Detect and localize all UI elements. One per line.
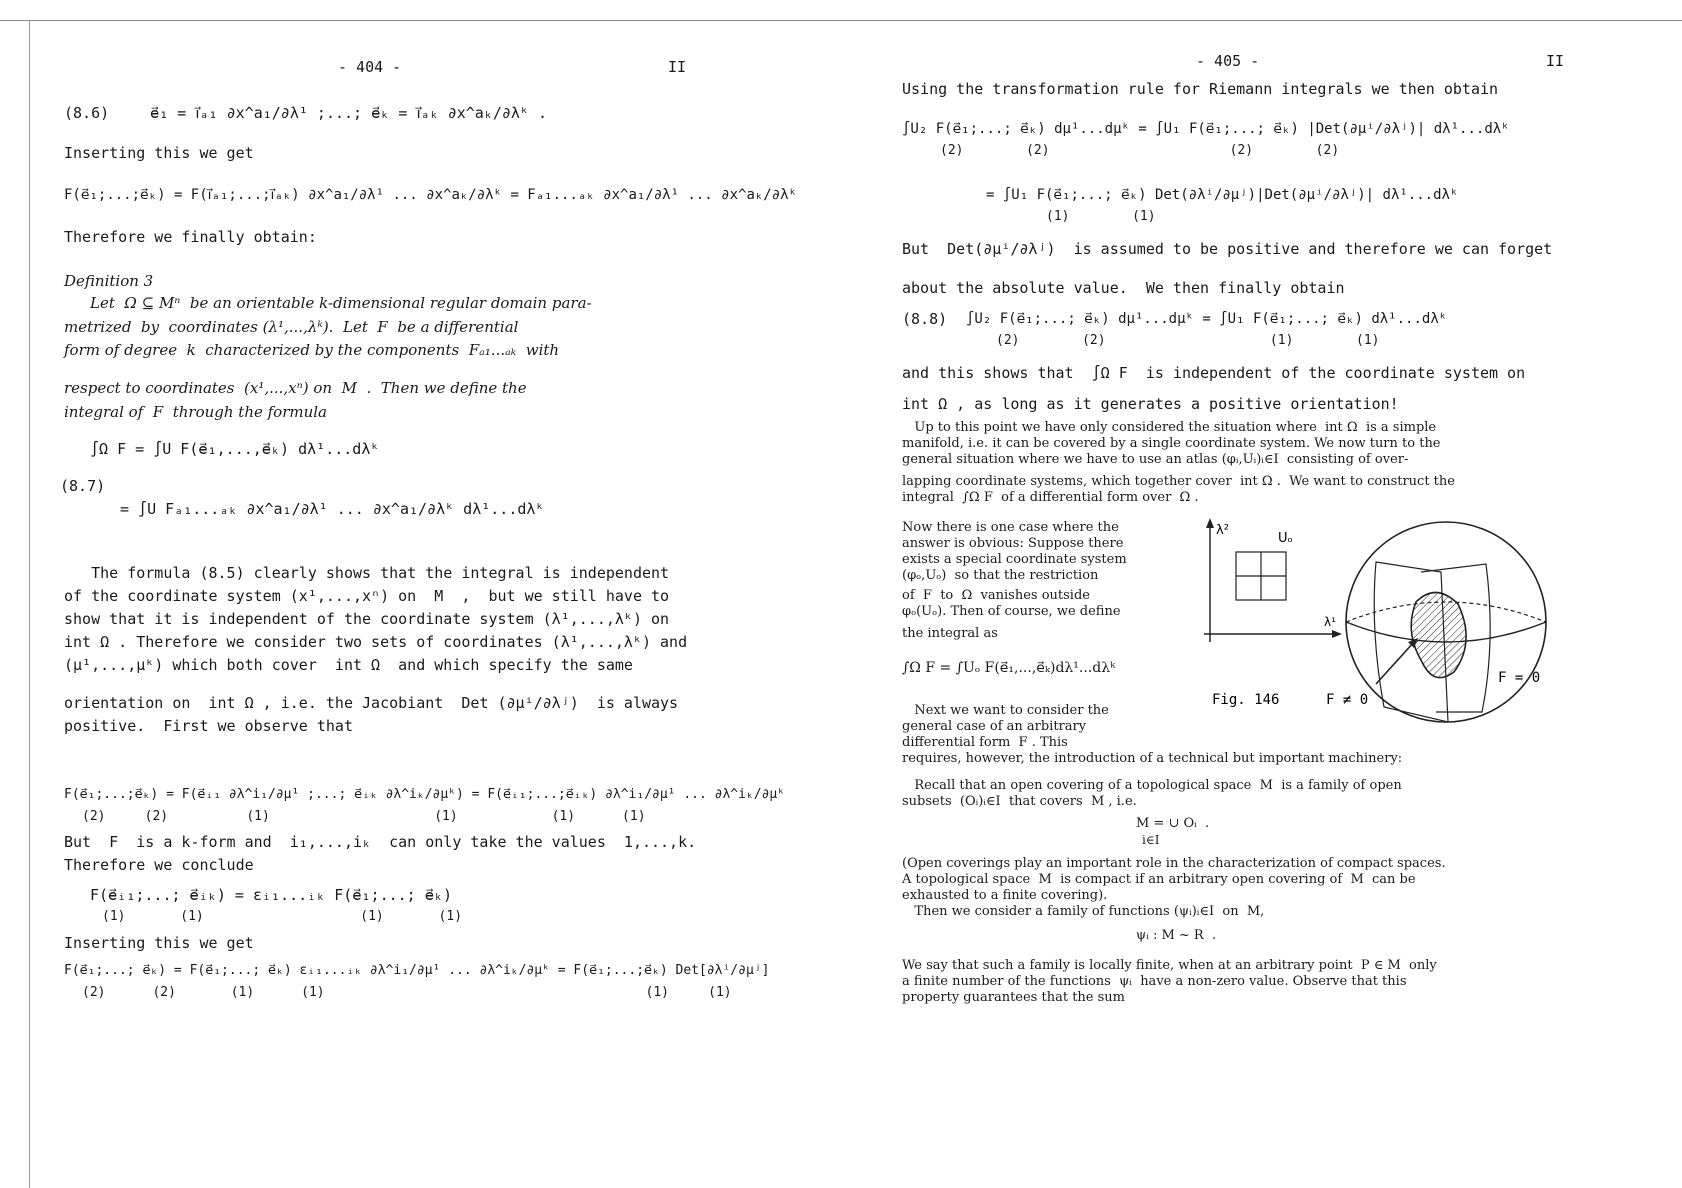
equation: F(e⃗ᵢ₁;...; e⃗ᵢₖ) = εᵢ₁...ᵢₖ F(e⃗₁;...; e⃗ₖ) bbox=[90, 886, 453, 904]
paragraph: But Det(∂μⁱ/∂λʲ) is assumed to be positive and therefore we can forget bbox=[902, 240, 1553, 258]
paragraph-line: Up to this point we have only considered the situation where int Ω is a simple bbox=[902, 420, 1437, 435]
paragraph: Inserting this we get bbox=[64, 934, 254, 952]
paragraph-line: exhausted to a finite covering). bbox=[902, 888, 1108, 903]
equation-label: (8.7) bbox=[60, 477, 106, 495]
definition-line: integral of F through the formula bbox=[64, 403, 327, 421]
section-marker: II bbox=[1546, 52, 1565, 70]
page-number: - 405 - bbox=[1196, 52, 1260, 70]
paragraph: Inserting this we get bbox=[64, 144, 254, 162]
definition-line: metrized by coordinates (λ¹,...,λᵏ). Let F be a differential bbox=[64, 318, 519, 336]
paragraph-line: show that it is independent of the coordinate system (λ¹,...,λᵏ) on bbox=[64, 610, 670, 628]
paragraph-line: manifold, i.e. it can be covered by a single coordinate system. We now turn to the bbox=[902, 436, 1441, 451]
paragraph-line: general situation where we have to use an atlas (φᵢ,Uᵢ)ᵢ∈I consisting of over- bbox=[902, 452, 1409, 467]
paragraph-line: of the coordinate system (x¹,...,xⁿ) on M , but we still have to bbox=[64, 587, 670, 605]
paragraph-line: general case of an arbitrary bbox=[902, 719, 1087, 734]
definition-line: respect to coordinates (x¹,...,xⁿ) on M . Then we define the bbox=[64, 379, 527, 397]
paragraph-line: exists a special coordinate system bbox=[902, 552, 1127, 567]
paragraph: and this shows that ∫Ω F is independent of the coordinate system on bbox=[902, 364, 1526, 382]
equation-subscripts: (2) (2) (1) (1) (1) (1) bbox=[82, 809, 646, 824]
paragraph-line: integral ∫Ω F of a differential form over Ω . bbox=[902, 490, 1199, 505]
equation: F(e⃗₁;...;e⃗ₖ) = F(i⃗ₐ₁;...;i⃗ₐₖ) ∂x^a₁/∂λ¹ ... ∂x^aₖ/∂λᵏ = Fₐ₁...ₐₖ ∂x^a₁/∂λ¹ ... ∂x^aₖ/∂λᵏ bbox=[64, 187, 798, 203]
equation-subscripts: (1) (1) (1) (1) bbox=[102, 909, 463, 924]
paragraph-line: lapping coordinate systems, which together cover int Ω . We want to construct the bbox=[902, 474, 1455, 489]
page-number: - 404 - bbox=[338, 58, 402, 76]
equation-8-6: e⃗₁ = i⃗ₐ₁ ∂x^a₁/∂λ¹ ;...; e⃗ₖ = i⃗ₐₖ ∂x^aₖ/∂λᵏ . bbox=[150, 104, 548, 122]
equation-subscripts: (2) (2) (1) (1) (1) (1) bbox=[82, 985, 732, 1000]
equation: F(e⃗₁;...; e⃗ₖ) = F(e⃗₁;...; e⃗ₖ) εᵢ₁...ᵢₖ ∂λ^i₁/∂μ¹ ... ∂λ^iₖ/∂μᵏ = F(e⃗₁;...;e⃗ₖ) Det[∂λⁱ/∂μʲ] bbox=[64, 963, 770, 978]
region-label: F = 0 bbox=[1498, 670, 1541, 686]
axis-label: λ¹ bbox=[1324, 615, 1336, 629]
equation-label: (8.8) bbox=[902, 310, 948, 328]
paragraph: Therefore we conclude bbox=[64, 856, 254, 874]
paragraph-line: property guarantees that the sum bbox=[902, 990, 1125, 1005]
equation: = ∫U₁ F(e⃗₁;...; e⃗ₖ) Det(∂λⁱ/∂μʲ)|Det(∂μⁱ/∂λʲ)| dλ¹...dλᵏ bbox=[986, 187, 1459, 203]
region-label: F ≠ 0 bbox=[1326, 692, 1369, 708]
paragraph-line: The formula (8.5) clearly shows that the integral is independent bbox=[64, 564, 670, 582]
equation-subscripts: (2) (2) (1) (1) bbox=[996, 333, 1380, 348]
paragraph-line: (Open coverings play an important role in the characterization of compact spaces. bbox=[902, 856, 1446, 871]
equation-8-7b: = ∫U Fₐ₁...ₐₖ ∂x^a₁/∂λ¹ ... ∂x^a₁/∂λᵏ dλ¹...dλᵏ bbox=[120, 500, 545, 518]
definition-title: Definition 3 bbox=[64, 272, 154, 290]
equation-8-8: ∫U₂ F(e⃗₁;...; e⃗ₖ) dμ¹...dμᵏ = ∫U₁ F(e⃗₁;...; e⃗ₖ) dλ¹...dλᵏ bbox=[966, 311, 1448, 327]
definition-line: Let Ω ⊆ Mⁿ be an orientable k-dimensional regular domain para- bbox=[90, 294, 592, 312]
equation-subscripts: i∈I bbox=[1142, 833, 1160, 847]
paragraph-line: int Ω . Therefore we consider two sets of coordinates (λ¹,...,λᵏ) and bbox=[64, 633, 688, 651]
equation: ∫Ω F = ∫Uₒ F(e⃗₁,...,e⃗ₖ)dλ¹...dλᵏ bbox=[902, 660, 1116, 676]
equation-label: (8.6) bbox=[64, 104, 110, 122]
paragraph: But F is a k-form and i₁,...,iₖ can only take the values 1,...,k. bbox=[64, 833, 697, 851]
paragraph: Therefore we finally obtain: bbox=[64, 228, 317, 246]
paragraph-line: Next we want to consider the bbox=[902, 703, 1109, 718]
paragraph: int Ω , as long as it generates a positive orientation! bbox=[902, 395, 1399, 413]
paragraph-line: φₒ(Uₒ). Then of course, we define bbox=[902, 604, 1121, 619]
axis-label: λ² bbox=[1216, 523, 1229, 538]
paragraph-line: answer is obvious: Suppose there bbox=[902, 536, 1124, 551]
paragraph-line: a finite number of the functions ψᵢ have a non-zero value. Observe that this bbox=[902, 974, 1407, 989]
equation-8-7a: ∫Ω F = ∫U F(e⃗₁,...,e⃗ₖ) dλ¹...dλᵏ bbox=[90, 440, 380, 458]
patch-label: Uₒ bbox=[1278, 531, 1293, 546]
equation: M = ∪ Oᵢ . bbox=[1136, 816, 1210, 831]
equation: ψᵢ : M ~ R . bbox=[1136, 928, 1217, 943]
paragraph: about the absolute value. We then finally obtain bbox=[902, 279, 1345, 297]
paragraph-line: subsets (Oᵢ)ᵢ∈I that covers M , i.e. bbox=[902, 794, 1137, 809]
definition-line: form of degree k characterized by the components Fₐ₁...ₐₖ with bbox=[64, 341, 560, 359]
section-marker: II bbox=[668, 58, 687, 76]
equation-subscripts: (1) (1) bbox=[1046, 209, 1156, 224]
paragraph-line: of F to Ω vanishes outside bbox=[902, 588, 1090, 603]
paragraph-line: orientation on int Ω , i.e. the Jacobiant Det (∂μⁱ/∂λʲ) is always bbox=[64, 694, 679, 712]
figure-caption: Fig. 146 bbox=[1212, 692, 1280, 708]
paragraph-line: Recall that an open covering of a topological space M is a family of open bbox=[902, 778, 1402, 793]
paragraph-line: (μ¹,...,μᵏ) which both cover int Ω and which specify the same bbox=[64, 656, 633, 674]
paragraph-line: We say that such a family is locally finite, when at an arbitrary point P ∈ M only bbox=[902, 958, 1437, 973]
figure-146 bbox=[1186, 512, 1576, 762]
paragraph-line: requires, however, the introduction of a technical but important machinery: bbox=[902, 751, 1403, 766]
paragraph-line: differential form F . This bbox=[902, 735, 1068, 750]
paragraph-line: positive. First we observe that bbox=[64, 717, 353, 735]
paragraph-line: A topological space M is compact if an arbitrary open covering of M can be bbox=[902, 872, 1416, 887]
equation: F(e⃗₁;...;e⃗ₖ) = F(e⃗ᵢ₁ ∂λ^i₁/∂μ¹ ;...; e⃗ᵢₖ ∂λ^iₖ/∂μᵏ) = F(e⃗ᵢ₁;...;e⃗ᵢₖ) ∂λ^i₁/∂μ¹ ... ∂λ^iₖ/∂μᵏ bbox=[64, 787, 786, 802]
scan-left-border bbox=[29, 20, 30, 1188]
scan-top-border bbox=[0, 20, 1682, 21]
paragraph-line: (φₒ,Uₒ) so that the restriction bbox=[902, 568, 1099, 583]
paragraph-line: the integral as bbox=[902, 626, 998, 641]
paragraph-line: Now there is one case where the bbox=[902, 520, 1119, 535]
paragraph: Using the transformation rule for Riemann integrals we then obtain bbox=[902, 80, 1499, 98]
equation-subscripts: (2) (2) (2) (2) bbox=[940, 143, 1340, 158]
equation: ∫U₂ F(e⃗₁;...; e⃗ₖ) dμ¹...dμᵏ = ∫U₁ F(e⃗₁;...; e⃗ₖ) |Det(∂μⁱ/∂λʲ)| dλ¹...dλᵏ bbox=[902, 121, 1510, 137]
paragraph-line: Then we consider a family of functions (ψᵢ)ᵢ∈I on M, bbox=[902, 904, 1265, 919]
